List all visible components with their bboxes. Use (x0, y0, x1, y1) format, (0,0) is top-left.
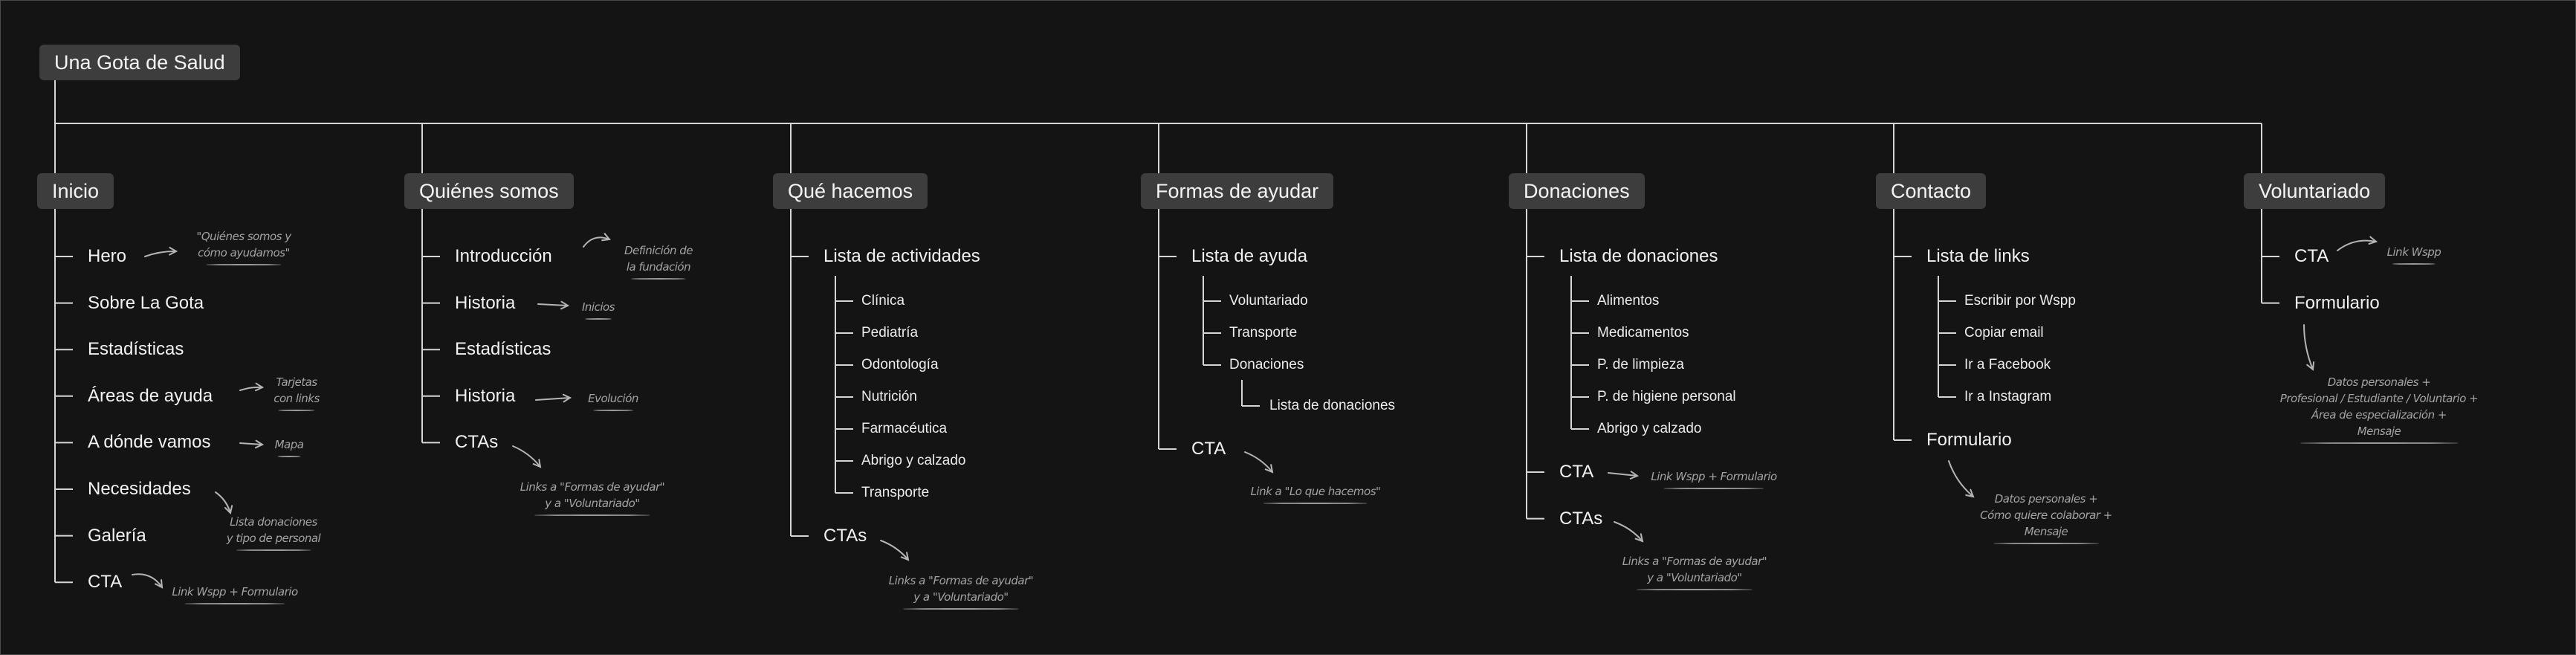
annotation-line: Links a "Formas de ayudar" (888, 574, 1034, 587)
page-section-lista-de-actividades[interactable]: Lista de actividades (823, 246, 980, 266)
page-section-a-donde-vamos[interactable]: A dónde vamos (88, 432, 211, 453)
page-section-areas-de-ayuda[interactable]: Áreas de ayuda (88, 385, 213, 406)
page-section-cta[interactable]: CTA (2294, 246, 2329, 266)
annotation-line: cómo ayudamos" (198, 246, 290, 259)
page-section-necesidades[interactable]: Necesidades (88, 479, 191, 499)
sub-item-donaciones[interactable]: Donaciones (1229, 357, 1304, 372)
annotation-line: Lista donaciones (230, 515, 317, 529)
annotation-note (520, 479, 664, 516)
annotation-arrow-icon (583, 233, 609, 247)
sub-item-pediatria[interactable]: Pediatría (861, 325, 919, 341)
annotation-underline (277, 456, 300, 457)
page-section-formulario[interactable]: Formulario (2294, 292, 2380, 313)
page-section-cta[interactable]: CTA (88, 572, 123, 593)
annotation-line: Links a "Formas de ayudar" (1622, 555, 1767, 568)
annotation-underline (1263, 503, 1368, 504)
annotation-note (274, 374, 320, 411)
sub-item-ir-a-facebook[interactable]: Ir a Facebook (1964, 357, 2051, 372)
annotation-arrow-icon (881, 541, 908, 560)
page-section-lista-de-ayuda[interactable]: Lista de ayuda (1191, 246, 1308, 266)
annotation-arrow-icon (240, 441, 262, 448)
annotation-line: Inicios (581, 300, 615, 314)
sub-item-voluntariado[interactable]: Voluntariado (1229, 293, 1308, 309)
annotation-line: Datos personales + (2327, 375, 2431, 389)
annotation-line: "Quiénes somos y (196, 230, 291, 243)
page-section-cta[interactable]: CTA (1559, 462, 1594, 482)
page-section-sobre-la-gota[interactable]: Sobre La Gota (88, 292, 204, 313)
sub-item-farmaceutica[interactable]: Farmacéutica (861, 421, 948, 436)
annotation-line: Mapa (274, 438, 304, 451)
annotation-arrow-icon (216, 492, 232, 513)
page-section-historia[interactable]: Historia (455, 385, 516, 406)
sub-item-ir-a-instagram[interactable]: Ir a Instagram (1964, 389, 2052, 404)
sub-item-escribir-por-wspp[interactable]: Escribir por Wspp (1964, 293, 2076, 309)
annotation-arrow-icon (132, 574, 162, 587)
annotation-line: Link Wspp + Formulario (172, 585, 298, 598)
annotation-line: Link Wspp (2386, 245, 2441, 259)
annotation-note (582, 299, 615, 320)
annotation-arrow-icon (513, 446, 540, 467)
sub-item-p-de-limpieza[interactable]: P. de limpieza (1597, 357, 1684, 372)
sub-item-alimentos[interactable]: Alimentos (1597, 293, 1660, 309)
annotation-line: Definición de (624, 244, 693, 257)
annotation-underline (585, 318, 611, 320)
annotation-arrow-icon (1608, 471, 1637, 479)
annotation-line: Evolución (588, 392, 638, 405)
page-section-lista-de-links[interactable]: Lista de links (1926, 246, 2030, 266)
annotation-arrow-icon (240, 384, 262, 391)
sub-item-p-de-higiene-personal[interactable]: P. de higiene personal (1597, 389, 1736, 404)
annotation-underline (2392, 263, 2436, 265)
sub-item-transporte[interactable]: Transporte (1229, 325, 1298, 341)
sub-item-copiar-email[interactable]: Copiar email (1964, 325, 2044, 341)
sub-item-medicamentos[interactable]: Medicamentos (1597, 325, 1689, 341)
annotation-arrow-icon (1245, 452, 1272, 472)
annotation-underline (278, 410, 314, 411)
annotation-arrow-icon (2337, 237, 2376, 251)
page-section-introduccion[interactable]: Introducción (455, 246, 552, 266)
annotation-note (2280, 374, 2478, 444)
sub-sub-item-lista-de-donaciones[interactable]: Lista de donaciones (1269, 398, 1396, 413)
annotation-line: y a "Voluntariado" (545, 497, 640, 510)
annotation-underline (1663, 488, 1764, 489)
section-quienes-somos[interactable]: Quiénes somos (404, 173, 574, 209)
annotation-line: con links (274, 392, 320, 405)
annotation-underline (903, 608, 1019, 610)
annotation-arrow-icon (1949, 461, 1973, 497)
annotation-note (172, 584, 297, 604)
annotation-underline (236, 549, 311, 551)
annotation-line: Área de especialización + (2311, 408, 2447, 422)
annotation-note (227, 514, 320, 551)
annotation-line: Link Wspp + Formulario (1651, 470, 1777, 483)
annotation-line: Links a "Formas de ayudar" (520, 480, 665, 494)
annotation-line: la fundación (626, 260, 691, 274)
annotation-note (1980, 491, 2112, 544)
section-voluntariado[interactable]: Voluntariado (2244, 173, 2385, 209)
annotation-underline (1637, 589, 1753, 590)
annotation-arrow-icon (536, 395, 570, 402)
annotation-note (196, 228, 291, 265)
section-contacto[interactable]: Contacto (1876, 173, 1986, 209)
annotation-line: y a "Voluntariado" (913, 590, 1009, 604)
annotation-note (1622, 553, 1767, 590)
annotation-underline (206, 264, 282, 265)
annotation-underline (184, 603, 285, 604)
sub-item-transporte[interactable]: Transporte (861, 485, 930, 500)
annotation-underline (593, 410, 633, 411)
annotation-underline (2300, 442, 2458, 444)
annotation-line: Tarjetas (276, 375, 317, 389)
annotation-line: Mensaje (2357, 425, 2401, 438)
annotation-note (2387, 244, 2441, 265)
annotation-line: y a "Voluntariado" (1647, 571, 1742, 584)
annotation-arrow-icon (538, 302, 568, 309)
section-formas-de-ayudar[interactable]: Formas de ayudar (1141, 173, 1333, 209)
annotation-note (588, 390, 638, 411)
annotation-underline (631, 278, 686, 280)
annotation-underline (534, 514, 650, 516)
annotation-arrow-icon (1614, 522, 1643, 541)
root-node[interactable] (39, 45, 240, 80)
page-section-estadisticas[interactable]: Estadísticas (88, 339, 184, 360)
sub-item-odontologia[interactable]: Odontología (861, 357, 939, 372)
annotation-line: y tipo de personal (226, 532, 321, 545)
annotation-line: Mensaje (2024, 525, 2068, 538)
annotation-note (1651, 468, 1776, 489)
annotation-line: Profesional / Estudiante / Voluntario + (2279, 392, 2479, 405)
page-section-galeria[interactable]: Galería (88, 525, 146, 546)
section-donaciones[interactable]: Donaciones (1509, 173, 1645, 209)
sub-item-abrigo-y-calzado[interactable]: Abrigo y calzado (1597, 421, 1702, 436)
page-section-hero[interactable]: Hero (88, 246, 127, 266)
annotation-arrow-icon (2304, 325, 2314, 370)
annotation-line: Link a "Lo que hacemos" (1250, 485, 1381, 498)
sub-item-clinica[interactable]: Clínica (861, 293, 905, 309)
section-que-hacemos[interactable]: Qué hacemos (773, 173, 928, 209)
annotation-underline (1993, 543, 2099, 544)
annotation-note (624, 242, 693, 280)
annotation-line: Cómo quiere colaborar + (1980, 509, 2112, 522)
page-section-estadisticas[interactable]: Estadísticas (455, 339, 551, 360)
page-section-cta[interactable]: CTA (1191, 439, 1226, 459)
page-section-ctas[interactable]: CTAs (455, 432, 499, 453)
section-inicio[interactable]: Inicio (37, 173, 114, 209)
page-section-ctas[interactable]: CTAs (1559, 508, 1603, 529)
annotation-line: Datos personales + (1994, 492, 2098, 506)
page-section-formulario[interactable]: Formulario (1926, 430, 2012, 450)
page-section-ctas[interactable]: CTAs (823, 526, 867, 546)
annotation-note (1251, 483, 1381, 504)
sub-item-nutricion[interactable]: Nutrición (861, 389, 917, 404)
page-section-historia[interactable]: Historia (455, 292, 516, 313)
annotation-note (889, 572, 1033, 610)
annotation-note (275, 436, 304, 457)
root-title: Una Gota de Salud (54, 51, 225, 74)
annotation-arrow-icon (145, 248, 176, 256)
page-section-lista-de-donaciones[interactable]: Lista de donaciones (1559, 246, 1718, 266)
sub-item-abrigo-y-calzado[interactable]: Abrigo y calzado (861, 453, 966, 468)
